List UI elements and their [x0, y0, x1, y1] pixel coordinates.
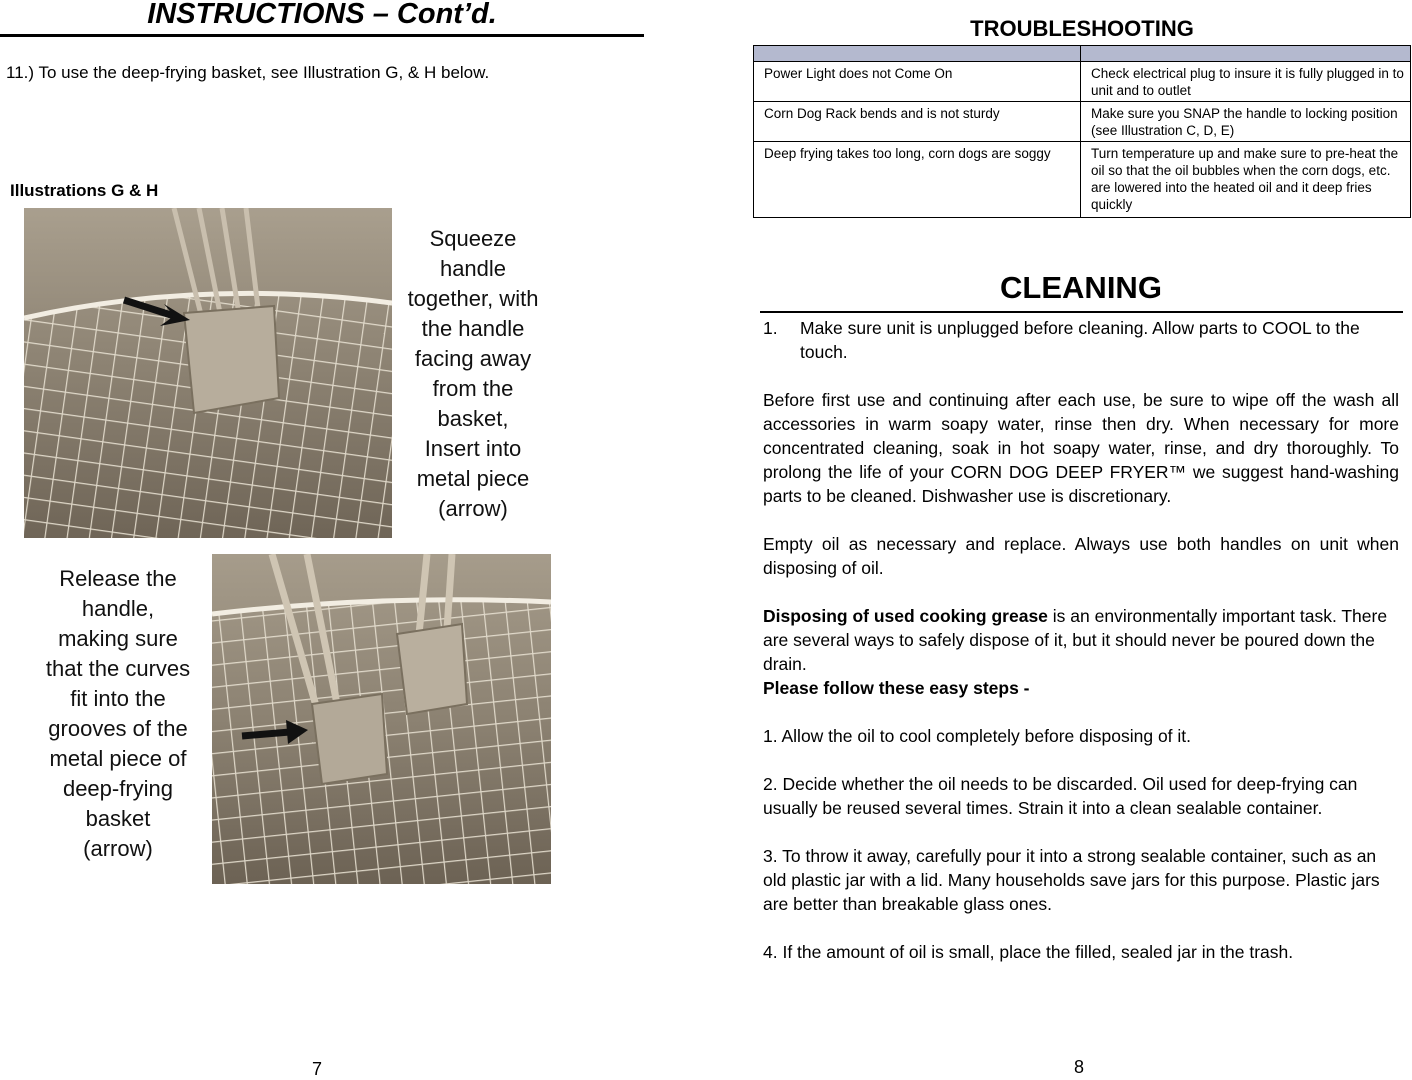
disposal-step-2: 2. Decide whether the oil needs to be discarded. Oil used for deep-frying can usually be reused several times. Strain it into a clean sealable container. — [763, 774, 1358, 818]
problem-cell: Power Light does not Come On — [754, 62, 1081, 102]
illustration-g-photo — [24, 208, 392, 538]
table-row — [754, 142, 1411, 218]
table-row — [754, 102, 1411, 142]
callout-g-line: facing away — [414, 346, 532, 371]
disposal-step-4: 4. If the amount of oil is small, place the filled, sealed jar in the trash. — [763, 942, 1294, 962]
table-header-cell — [754, 46, 1081, 62]
left-page-number: 7 — [312, 1059, 323, 1079]
grease-bold-lead: Disposing of used cooking grease — [763, 606, 1048, 626]
callout-g-line: basket, — [437, 406, 509, 431]
solution-cell: Check electrical plug to insure it is fully plugged in to unit and to outlet — [1081, 62, 1411, 102]
callout-h-line: fit into the — [70, 686, 166, 711]
solution-cell: Make sure you SNAP the handle to locking position (see Illustration C, D, E) — [1081, 102, 1411, 142]
troubleshooting-table — [753, 45, 1411, 218]
table-header-cell — [1081, 46, 1411, 62]
illustration-label: Illustrations G & H — [10, 181, 159, 200]
right-page-number: 8 — [1074, 1057, 1085, 1077]
paragraph-empty-oil: Empty oil as necessary and replace. Always use both handles on unit when disposing of oil. — [763, 534, 1399, 578]
callout-h — [30, 564, 206, 864]
callout-h-line: metal piece of — [49, 746, 187, 771]
table-row — [754, 62, 1411, 102]
title-divider — [0, 34, 644, 37]
disposal-step-1: 1. Allow the oil to cool completely before disposing of it. — [763, 726, 1192, 746]
callout-h-line: handle, — [81, 596, 155, 621]
cleaning-body — [763, 316, 1399, 964]
problem-cell: Deep frying takes too long, corn dogs are soggy — [754, 142, 1081, 218]
callout-g-line: together, with — [407, 286, 539, 311]
cleaning-item-1 — [763, 316, 1399, 364]
cleaning-title: CLEANING — [1000, 270, 1162, 305]
callout-g-line: (arrow) — [438, 496, 508, 521]
grease-text: is an environmentally important task. There are several ways to safely dispose of it, but it should never be poured down the drain. — [763, 606, 1388, 674]
callout-h-line: (arrow) — [83, 836, 153, 861]
callout-h-line: grooves of the — [48, 716, 188, 741]
callout-h-line: basket — [85, 806, 151, 831]
callout-g-line: Squeeze — [429, 226, 517, 251]
troubleshooting-title: TROUBLESHOOTING — [970, 16, 1194, 41]
problem-cell: Corn Dog Rack bends and is not sturdy — [754, 102, 1081, 142]
cleaning-item-number: 1. — [763, 318, 778, 338]
cleaning-item-text: Make sure unit is unplugged before cleaning. Allow parts to COOL to the touch. — [800, 318, 1360, 362]
disposal-step-3: 3. To throw it away, carefully pour it into a strong sealable container, such as an old plastic jar with a lid. Many households save jars for this purpose. Plastic jars are better than breakable glass ones. — [763, 846, 1380, 914]
callout-g-line: handle — [439, 256, 507, 281]
steps-heading: Please follow these easy steps - — [763, 678, 1030, 698]
callout-g-line: metal piece — [416, 466, 530, 491]
callout-h-line: that the curves — [45, 656, 191, 681]
table-header-row — [754, 46, 1411, 62]
callout-h-line: making sure — [58, 626, 178, 651]
step-11-text: 11.) To use the deep-frying basket, see Illustration G, & H below. — [6, 63, 490, 82]
callout-h-line: Release the — [59, 566, 177, 591]
callout-g — [394, 224, 552, 524]
paragraph-grease — [763, 604, 1399, 676]
callout-g-line: Insert into — [424, 436, 522, 461]
callout-g-line: from the — [432, 376, 514, 401]
paragraph-first-use: Before first use and continuing after each use, be sure to wipe off the wash all accessories in warm soapy water, rinse then dry. When necessary for more concentrated cleaning, soak in hot soapy water, rinse, and dry thoroughly. To prolong the life of your CORN DOG DEEP FRYER™ we suggest hand-washing parts to be cleaned. Dishwasher use is discretionary. — [763, 390, 1399, 506]
cleaning-divider — [760, 311, 1403, 313]
callout-g-line: the handle — [421, 316, 525, 341]
illustration-h-photo — [212, 554, 551, 884]
callout-h-line: deep-frying — [62, 776, 174, 801]
left-page-title: INSTRUCTIONS – Cont’d. — [147, 0, 497, 30]
solution-cell: Turn temperature up and make sure to pre-heat the oil so that the oil bubbles when the corn dogs, etc. are lowered into the heated oil and it deep fries quickly — [1081, 142, 1411, 218]
